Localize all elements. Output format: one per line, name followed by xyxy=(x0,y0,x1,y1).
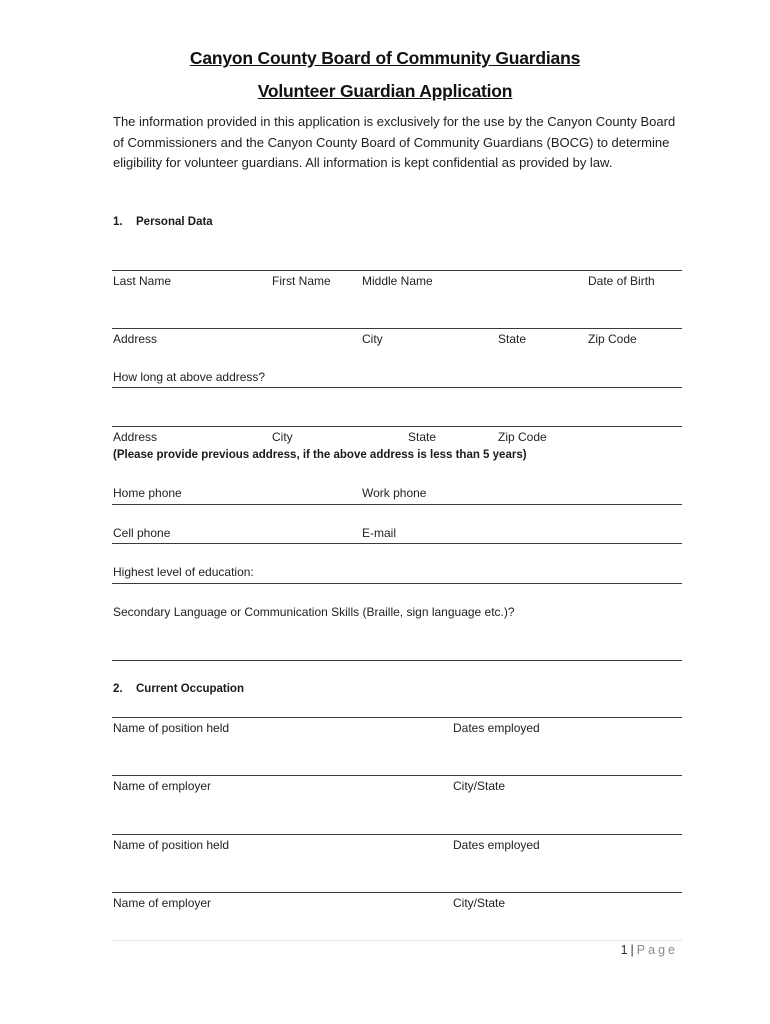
work-phone-label: Work phone xyxy=(362,486,427,500)
previous-state-label: State xyxy=(408,430,437,444)
previous-zip-code-label: Zip Code xyxy=(498,430,547,444)
secondary-language-field-line[interactable] xyxy=(112,660,682,661)
city-state-label-2: City/State xyxy=(453,896,506,910)
state-label: State xyxy=(498,332,527,346)
previous-address-label: Address xyxy=(113,430,158,444)
middle-name-label: Middle Name xyxy=(362,274,433,288)
zip-code-label: Zip Code xyxy=(588,332,637,346)
document-title: Canyon County Board of Community Guardians xyxy=(189,48,581,68)
footer-separator: | xyxy=(630,943,634,957)
dates-employed-label-2: Dates employed xyxy=(453,838,540,852)
position2-field-line[interactable] xyxy=(112,834,682,835)
employer1-field-line[interactable] xyxy=(112,775,682,776)
date-of-birth-label: Date of Birth xyxy=(588,274,655,288)
address-field-line[interactable] xyxy=(112,328,682,329)
cell-email-field-line[interactable] xyxy=(112,543,682,544)
first-name-label: First Name xyxy=(272,274,331,288)
address-label: Address xyxy=(113,332,158,346)
section-title: Current Occupation xyxy=(136,683,244,695)
education-field-line[interactable] xyxy=(112,583,682,584)
education-label: Highest level of education: xyxy=(113,565,254,579)
previous-city-label: City xyxy=(272,430,293,444)
cell-phone-label: Cell phone xyxy=(113,526,171,540)
page-footer xyxy=(621,943,678,957)
section-heading-current-occupation xyxy=(113,683,244,695)
intro-paragraph: The information provided in this application is exclusively for the use by the Canyon County Board of Commissioners and the Canyon County Board of Community Guardians (BOCG) to determine eligibility for volunteer guardians. All information is kept confidential as provided by law. xyxy=(113,114,676,170)
position-held-label-2: Name of position held xyxy=(113,838,230,852)
document-subtitle: Volunteer Guardian Application xyxy=(257,81,513,101)
section-title: Personal Data xyxy=(136,216,213,228)
section-number: 2. xyxy=(113,683,123,695)
previous-address-note: (Please provide previous address, if the above address is less than 5 years) xyxy=(113,449,527,461)
position-held-label: Name of position held xyxy=(113,721,230,735)
section-heading-personal-data xyxy=(113,216,213,228)
how-long-field-line[interactable] xyxy=(112,387,682,388)
footer-divider xyxy=(112,940,682,941)
name-field-line[interactable] xyxy=(112,270,682,271)
secondary-language-label: Secondary Language or Communication Skills (Braille, sign language etc.)? xyxy=(113,605,515,619)
previous-address-field-line[interactable] xyxy=(112,426,682,427)
home-phone-label: Home phone xyxy=(113,486,182,500)
how-long-label: How long at above address? xyxy=(113,370,266,384)
page-number: 1 xyxy=(620,943,628,957)
last-name-label: Last Name xyxy=(113,274,172,288)
city-state-label: City/State xyxy=(453,779,506,793)
employer-label-2: Name of employer xyxy=(113,896,212,910)
city-label: City xyxy=(362,332,383,346)
employer2-field-line[interactable] xyxy=(112,892,682,893)
dates-employed-label: Dates employed xyxy=(453,721,540,735)
section-number: 1. xyxy=(113,216,123,228)
employer-label: Name of employer xyxy=(113,779,212,793)
phone-field-line[interactable] xyxy=(112,504,682,505)
position1-field-line[interactable] xyxy=(112,717,682,718)
page-label: Page xyxy=(636,943,678,957)
email-label: E-mail xyxy=(362,526,397,540)
